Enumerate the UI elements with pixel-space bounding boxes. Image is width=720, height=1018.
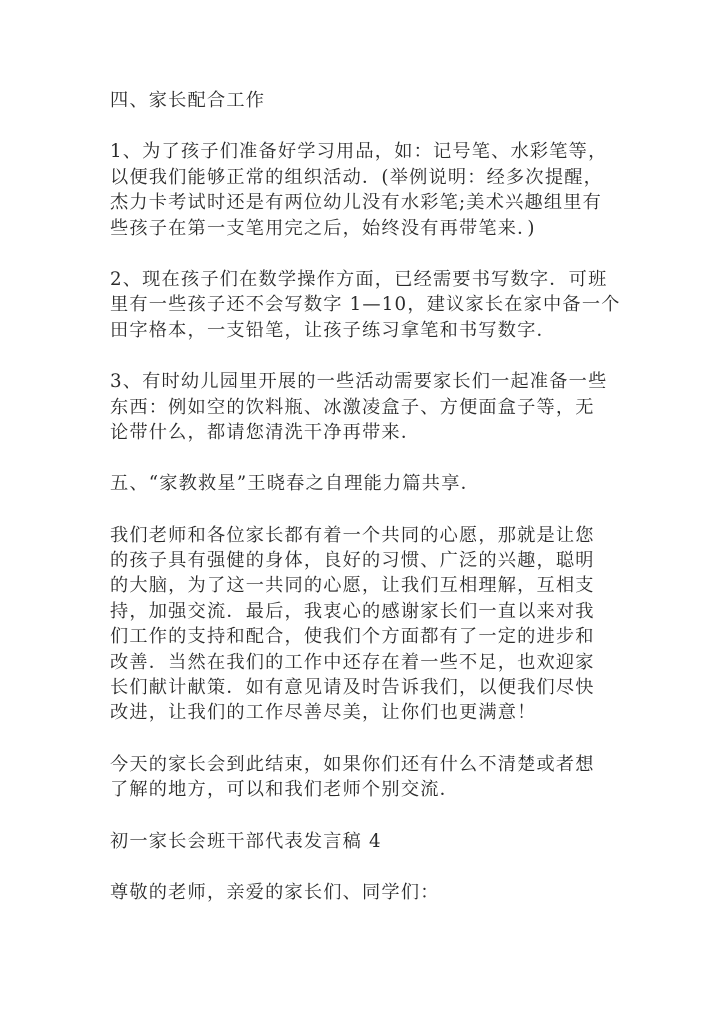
- heading-text: 初一家长会班干部代表发言稿 4: [110, 830, 382, 852]
- section-heading-4: [110, 88, 620, 113]
- text-line: 的大脑，为了这一共同的心愿，让我们互相理解，互相支: [110, 575, 595, 597]
- text-line: 长们献计献策．如有意见请及时告诉我们，以便我们尽快: [110, 677, 595, 699]
- document-page: [110, 88, 620, 931]
- text-line: 持，加强交流．最后，我衷心的感谢家长们一直以来对我: [110, 600, 595, 622]
- text-line: 改进，让我们的工作尽善尽美，让你们也更满意！: [110, 702, 537, 724]
- paragraph-school-supplies: [110, 139, 620, 241]
- text-line: 3、有时幼儿园里开展的一些活动需要家长们一起准备一些: [110, 371, 608, 393]
- text-line: 的孩子具有强健的身体，良好的习惯、广泛的兴趣，聪明: [110, 550, 595, 572]
- text-line: 里有一些孩子还不会写数字 1—10，建议家长在家中备一个: [110, 294, 621, 316]
- paragraph-activity-materials: [110, 369, 620, 445]
- paragraph-writing-numbers: [110, 267, 620, 343]
- text-line: 论带什么，都请您清洗干净再带来．: [110, 421, 421, 443]
- text-line: 杰力卡考试时还是有两位幼儿没有水彩笔;美术兴趣组里有: [110, 192, 603, 214]
- paragraph-shared-wish: [110, 523, 620, 726]
- section-heading-5: [110, 471, 620, 496]
- text-line: 改善．当然在我们的工作中还存在着一些不足，也欢迎家: [110, 651, 595, 673]
- text-line: 了解的地方，可以和我们老师个别交流．: [110, 779, 459, 801]
- text-line: 尊敬的老师，亲爱的家长们、同学们：: [110, 881, 440, 903]
- speech-title: [110, 829, 620, 854]
- text-line: 我们老师和各位家长都有着一个共同的心愿，那就是让您: [110, 524, 595, 546]
- paragraph-greeting: [110, 880, 620, 905]
- text-line: 东西：例如空的饮料瓶、冰激凌盒子、方便面盒子等，无: [110, 396, 595, 418]
- text-line: 以便我们能够正常的组织活动．(举例说明：经多次提醒，: [110, 166, 603, 188]
- text-line: 田字格本，一支铅笔，让孩子练习拿笔和书写数字．: [110, 319, 556, 341]
- text-line: 今天的家长会到此结束，如果你们还有什么不清楚或者想: [110, 753, 595, 775]
- text-line: 们工作的支持和配合，使我们个方面都有了一定的进步和: [110, 626, 595, 648]
- text-line: 2、现在孩子们在数学操作方面，已经需要书写数字．可班: [110, 268, 608, 290]
- text-line: 1、为了孩子们准备好学习用品，如：记号笔、水彩笔等，: [110, 141, 608, 163]
- text-line: 些孩子在第一支笔用完之后，始终没有再带笔来．): [110, 217, 536, 239]
- heading-text: 四、家长配合工作: [110, 90, 266, 111]
- paragraph-closing: [110, 752, 620, 803]
- heading-text: 五、“家教救星”王晓春之自理能力篇共享．: [110, 473, 480, 495]
